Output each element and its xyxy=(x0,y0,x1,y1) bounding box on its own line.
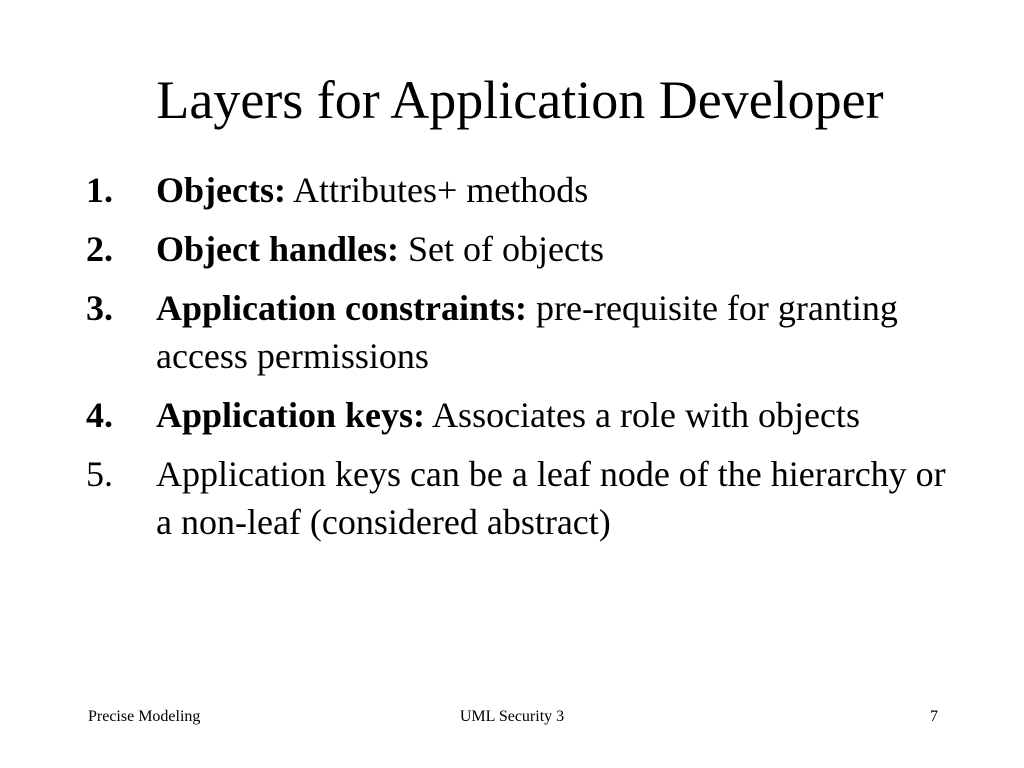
list-item xyxy=(86,391,966,439)
item-number: 3. xyxy=(86,288,113,328)
item-term: Objects: xyxy=(156,170,286,210)
slide-title: Layers for Application Developer xyxy=(156,70,884,130)
layer-list xyxy=(86,166,966,557)
item-number: 4. xyxy=(86,395,113,435)
item-term: Object handles: xyxy=(156,229,399,269)
footer-left: Precise Modeling xyxy=(88,708,201,725)
page-number: 7 xyxy=(930,708,938,725)
item-text: Attributes+ methods xyxy=(285,170,589,210)
item-number: 1. xyxy=(86,170,113,210)
item-text: Set of objects xyxy=(399,229,604,269)
item-term: Application keys: xyxy=(156,395,426,435)
item-number: 2. xyxy=(86,229,113,269)
item-number: 5. xyxy=(86,454,113,494)
item-text: pre-requisite for granting access permissions xyxy=(156,288,898,376)
list-item xyxy=(86,225,966,273)
list-item xyxy=(86,166,966,214)
item-term: Application constraints: xyxy=(156,288,528,328)
item-text: Application keys can be a leaf node of the hierarchy or a non-leaf (considered abstract) xyxy=(156,454,946,542)
list-item xyxy=(86,450,966,546)
footer-center: UML Security 3 xyxy=(459,708,565,725)
item-text: Associates a role with objects xyxy=(425,395,860,435)
list-item xyxy=(86,284,966,380)
